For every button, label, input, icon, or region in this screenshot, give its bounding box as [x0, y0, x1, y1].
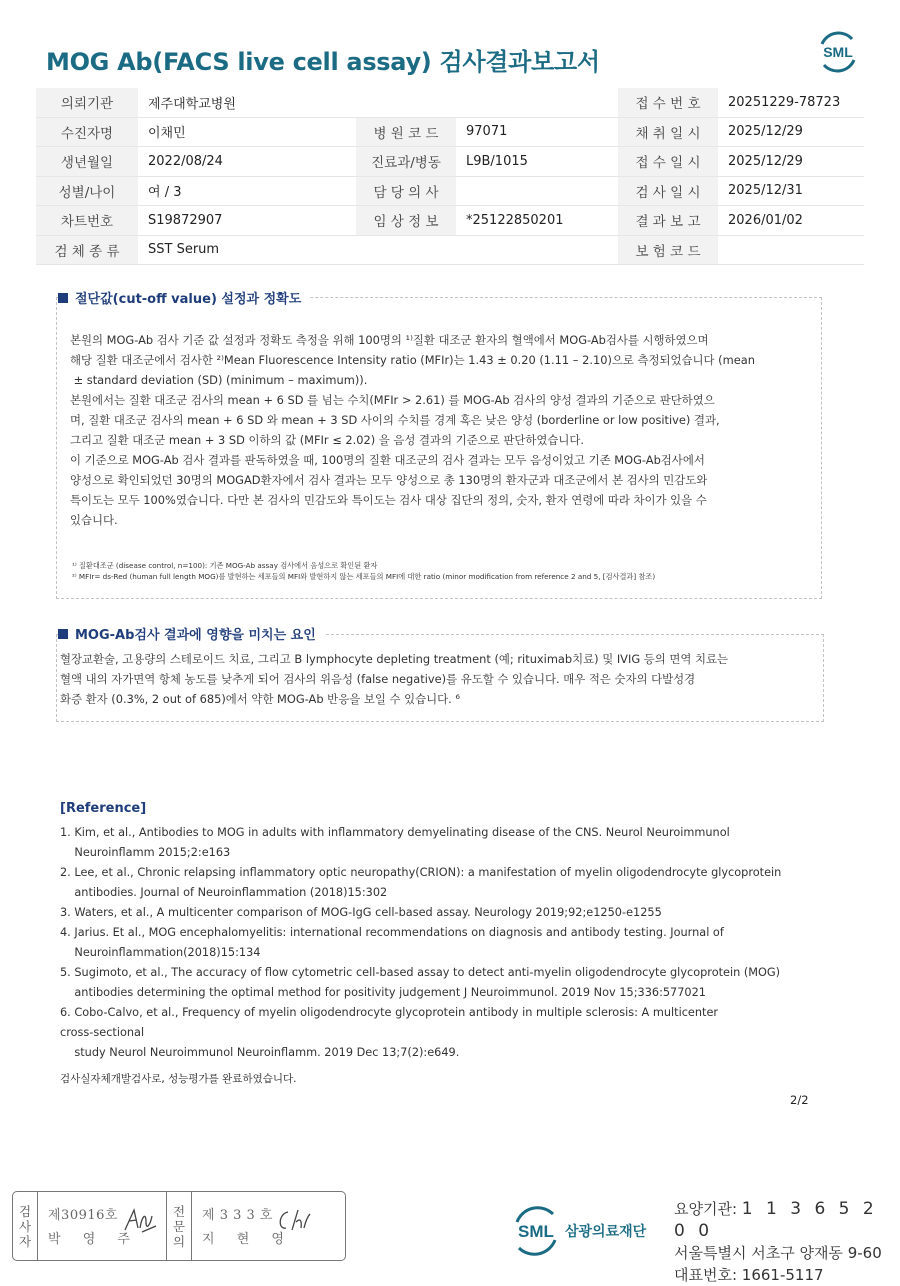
paragraph-line: 해당 질환 대조군에서 검사한 ²⁾Mean Fluorescence Intensity ratio (MFIr)는 1.43 ± 0.20 (1.11 – 2.10)으로 측정되었습니다 (mean [70, 353, 755, 367]
stamp-label-char: 사 [18, 1218, 32, 1234]
info-value: 이채민 [138, 117, 356, 147]
paragraph-line: 있습니다. [70, 513, 118, 527]
info-row [36, 88, 864, 117]
paragraph-line: 혈장교환술, 고용량의 스테로이드 치료, 그리고 B lymphocyte depleting treatment (예; rituximab치료) 및 IVIG 등의 면역 치료는 [60, 652, 729, 666]
address: 서울특별시 서초구 양재동 9-60 [674, 1244, 882, 1262]
reference-line: 3. Waters, et al., A multicenter comparison of MOG-IgG cell-based assay. Neurology 2019;92;e1250-e1255 [60, 906, 662, 919]
reference-line: 1. Kim, et al., Antibodies to MOG in adults with inflammatory demyelinating disease of the CNS. Neurol Neuroimmunol [60, 826, 730, 839]
info-label: 보 험 코 드 [618, 235, 718, 265]
tester-license: 제30916호 [48, 1208, 118, 1223]
cutoff-section-heading [58, 288, 309, 307]
info-spacer [602, 206, 618, 236]
tester-box [38, 1192, 167, 1260]
info-value: 2026/01/02 [718, 206, 864, 236]
info-value: SST Serum [138, 235, 356, 265]
reference-list [60, 823, 820, 1063]
reference-line: 2. Lee, et al., Chronic relapsing inflammatory optic neuropathy(CRION): a manifestation of myelin oligodendrocyte glycoprotein [60, 866, 782, 879]
phone-label: 대표번호: [674, 1266, 742, 1284]
specialist-signature-icon [274, 1206, 312, 1236]
sml-foundation-logo-icon [511, 1202, 661, 1258]
square-bullet-icon [58, 293, 68, 303]
info-value [456, 88, 602, 117]
stamp-label-char: 자 [18, 1233, 32, 1249]
info-value: L9B/1015 [456, 147, 602, 177]
paragraph-line: 그리고 질환 대조군 mean + 3 SD 이하의 값 (MFIr ≤ 2.02) 을 음성 결과의 기준으로 판단하였습니다. [70, 433, 584, 447]
info-row [36, 235, 864, 265]
footnote-line: ¹⁾ 질환대조군 (disease control, n=100): 기존 MOG-Ab assay 검사에서 음성으로 확인된 환자 [72, 561, 378, 570]
info-label: 성별/나이 [36, 176, 138, 206]
specialist-license: 제 3 3 3 호 [202, 1208, 273, 1223]
phone-value: 1661-5117 [741, 1266, 824, 1284]
signature-stamp [12, 1191, 346, 1261]
info-value: 2022/08/24 [138, 147, 356, 177]
info-value [456, 176, 602, 206]
contact-block [674, 1198, 900, 1286]
agency-code-label: 요양기관: [674, 1200, 742, 1218]
info-spacer [602, 117, 618, 147]
factors-section-heading [58, 624, 324, 643]
info-label: 결 과 보 고 [618, 206, 718, 236]
info-label: 병 원 코 드 [356, 117, 456, 147]
cutoff-heading-text: 절단값(cut-off value) 설정과 정확도 [75, 292, 302, 307]
info-label: 의뢰기관 [36, 88, 138, 117]
info-row [36, 206, 864, 236]
tester-name: 박 영 주 [48, 1232, 139, 1247]
reference-line: Neuroinflamm 2015;2:e163 [60, 846, 231, 859]
specialist-label [167, 1192, 192, 1260]
square-bullet-icon [58, 629, 68, 639]
info-label: 생년월일 [36, 147, 138, 177]
info-label: 채 취 일 시 [618, 117, 718, 147]
agency-code-value: 1 1 3 6 5 2 0 0 [674, 1199, 878, 1241]
specialist-box [192, 1192, 320, 1260]
cutoff-paragraph [70, 330, 810, 530]
reference-line: study Neurol Neuroimmunol Neuroinflamm. 2019 Dec 13;7(2):e649. [60, 1046, 460, 1059]
reference-line: 6. Cobo-Calvo, et al., Frequency of myelin oligodendrocyte glycoprotein antibody in multiple sclerosis: A multicenter [60, 1006, 719, 1019]
specialist-name: 지 현 영 [202, 1232, 293, 1247]
info-label: 검 체 종 류 [36, 235, 138, 265]
info-value: *25122850201 [456, 206, 602, 236]
info-value [718, 235, 864, 265]
info-label: 담 당 의 사 [356, 176, 456, 206]
paragraph-line: ± standard deviation (SD) (minimum – maximum)). [70, 373, 368, 387]
stamp-label-char: 문 [172, 1218, 186, 1234]
stamp-label-char: 전 [172, 1203, 186, 1219]
info-value: 제주대학교병원 [138, 88, 356, 117]
paragraph-line: 화증 환자 (0.3%, 2 out of 685)에서 약한 MOG-Ab 반응을 보일 수 있습니다. ⁶ [60, 692, 460, 706]
info-label: 임 상 정 보 [356, 206, 456, 236]
paragraph-line: 혈액 내의 자가면역 항체 농도를 낮추게 되어 검사의 위음성 (false negative)를 유도할 수 있습니다. 매우 적은 숫자의 다발성경 [60, 672, 696, 686]
logo-text: SML [823, 44, 853, 60]
info-row [36, 176, 864, 206]
info-value [456, 235, 602, 265]
reference-line: cross-sectional [60, 1026, 145, 1039]
info-spacer [602, 235, 618, 265]
info-spacer [602, 147, 618, 177]
page-number: 2/2 [790, 1093, 809, 1107]
cutoff-footnotes [72, 560, 812, 582]
sml-logo-icon [816, 30, 860, 74]
info-label: 접 수 일 시 [618, 147, 718, 177]
info-row [36, 117, 864, 147]
reference-heading: [Reference] [60, 801, 147, 816]
paragraph-line: 며, 질환 대조군 검사의 mean + 6 SD 와 mean + 3 SD 사이의 수치를 경계 혹은 낮은 양성 (borderline or low positive) 결과, [70, 413, 720, 427]
report-title: MOG Ab(FACS live cell assay) 검사결과보고서 [46, 48, 600, 76]
patient-info-table [36, 88, 864, 265]
reference-line: antibodies. Journal of Neuroinflammation (2018)15:302 [60, 886, 388, 899]
paragraph-line: 본원의 MOG-Ab 검사 기준 값 설정과 정확도 측정을 위해 100명의 ¹⁾질환 대조군 환자의 혈액에서 MOG-Ab검사를 시행하였으며 [70, 333, 709, 347]
info-value: S19872907 [138, 206, 356, 236]
paragraph-line: 본원에서는 질환 대조군 검사의 mean + 6 SD 를 넘는 수치(MFIr > 2.61) 를 MOG-Ab 검사의 양성 결과의 기준으로 판단하였으 [70, 393, 715, 407]
tester-label [13, 1192, 38, 1260]
info-spacer [602, 176, 618, 206]
info-label [356, 235, 456, 265]
info-label: 수진자명 [36, 117, 138, 147]
info-label: 차트번호 [36, 206, 138, 236]
reference-line: 5. Sugimoto, et al., The accuracy of flow cytometric cell-based assay to detect anti-myelin oligodendrocyte glycoprotein (MOG) [60, 966, 781, 979]
info-value: 2025/12/31 [718, 176, 864, 206]
info-value: 20251229-78723 [718, 88, 864, 117]
reference-line: antibodies determining the optimal method for positivity judgement J Neuroimmunol. 2019 Nov 15;336:577021 [60, 986, 706, 999]
factors-heading-text: MOG-Ab검사 결과에 영향을 미치는 요인 [75, 628, 316, 643]
info-value: 2025/12/29 [718, 147, 864, 177]
info-label: 진료과/병동 [356, 147, 456, 177]
paragraph-line: 양성으로 확인되었던 30명의 MOGAD환자에서 검사 결과는 모두 양성으로 총 130명의 환자군과 대조군에서 본 검사의 민감도와 [70, 473, 708, 487]
info-label: 접 수 번 호 [618, 88, 718, 117]
info-value: 97071 [456, 117, 602, 147]
paragraph-line: 이 기준으로 MOG-Ab 검사 결과를 판독하였을 때, 100명의 질환 대조군의 검사 결과는 모두 음성이었고 기존 MOG-Ab검사에서 [70, 453, 705, 467]
reference-line: Neuroinflammation(2018)15:134 [60, 946, 261, 959]
paragraph-line: 특이도는 모두 100%였습니다. 다만 본 검사의 민감도와 특이도는 검사 대상 집단의 정의, 숫자, 환자 연령에 따라 차이가 있을 수 [70, 493, 707, 507]
factors-paragraph [60, 649, 816, 709]
info-value: 여 / 3 [138, 176, 356, 206]
info-value: 2025/12/29 [718, 117, 864, 147]
info-label: 검 사 일 시 [618, 176, 718, 206]
info-spacer [602, 88, 618, 117]
performance-note: 검사실자체개발검사로, 성능평가를 완료하였습니다. [60, 1073, 297, 1085]
footer-org-text: 삼광의료재단 [565, 1224, 647, 1240]
footer-brand-text: SML [518, 1222, 554, 1241]
tester-signature-icon [122, 1206, 158, 1236]
footnote-line: ²⁾ MFIr= ds-Red (human full length MOG)를 발현하는 세포들의 MFI와 발현하지 않는 세포들의 MFI에 대한 ratio (minor modification from reference 2 and 5, [검사결과] 참조) [72, 572, 656, 581]
reference-line: 4. Jarius. Et al., MOG encephalomyelitis: international recommendations on diagnosis and antibody testing. Journal of [60, 926, 724, 939]
stamp-label-char: 검 [18, 1203, 32, 1219]
info-row [36, 147, 864, 177]
info-label [356, 88, 456, 117]
stamp-label-char: 의 [172, 1233, 186, 1249]
